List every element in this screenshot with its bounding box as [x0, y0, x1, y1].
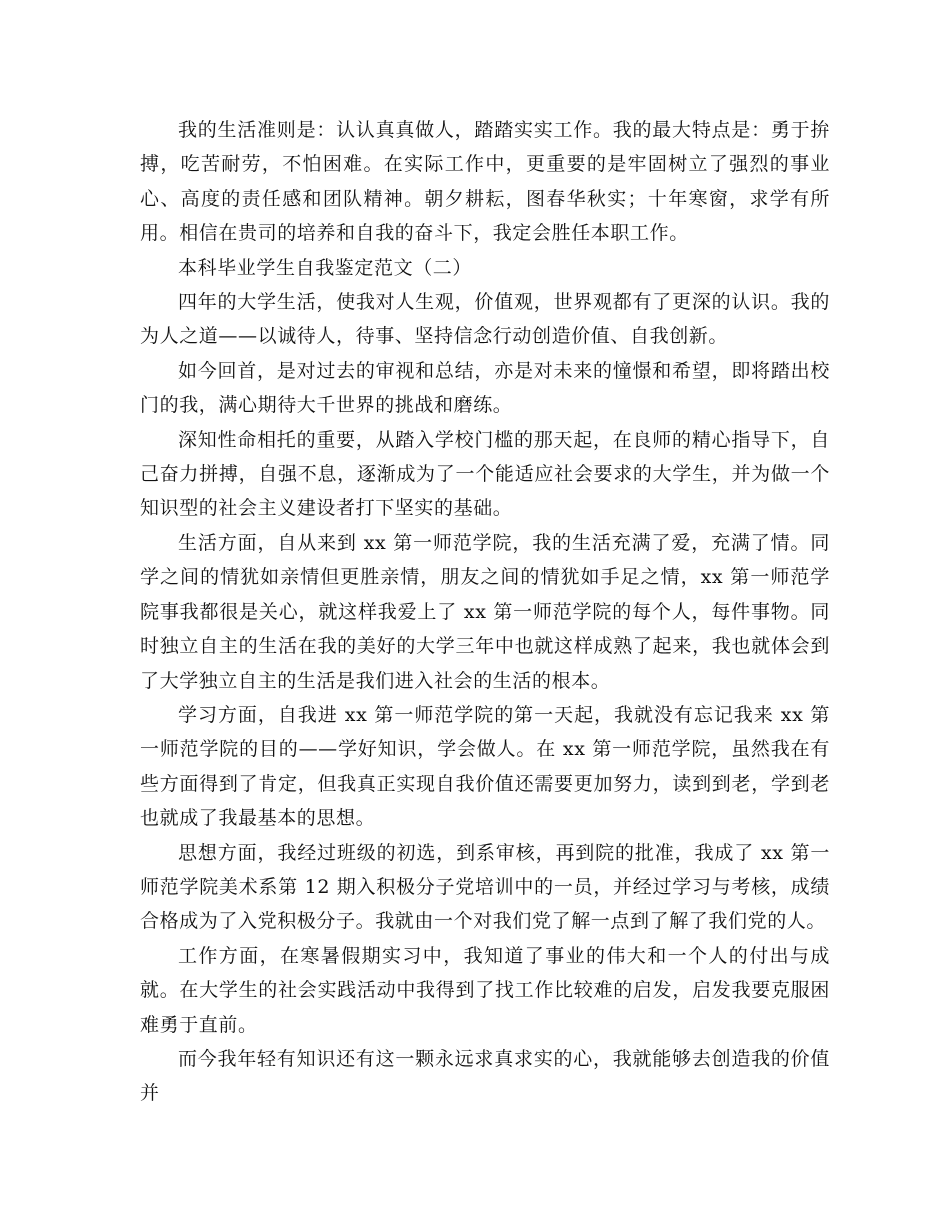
paragraph-closing: 而今我年轻有知识还有这一颗永远求真求实的心，我就能够去创造我的价值并 — [140, 1047, 830, 1105]
document-body — [140, 113, 830, 1111]
paragraph-life-principles: 我的生活准则是：认认真真做人，踏踏实实工作。我的最大特点是：勇于拚搏，吃苦耐劳，不怕困难。在实际工作中，更重要的是牢固树立了强烈的事业心、高度的责任感和团队精神。朝夕耕耘，图春华秋实；十年寒窗，求学有所用。相信在贵司的培养和自我的奋斗下，我定会胜任本职工作。 — [140, 119, 830, 245]
paragraph-study-aspect: 学习方面，自我进 xx 第一师范学院的第一天起，我就没有忘记我来 xx 第一师范学院的目的——学好知识，学会做人。在 xx 第一师范学院，虽然我在有些方面得到了肯定，但我真正实现自我价值还需要更加努力，读到到老，学到老也就成了我最基本的思想。 — [140, 703, 830, 830]
paragraph-looking-back: 如今回首，是对过去的审视和总结，亦是对未来的憧憬和希望，即将踏出校门的我，满心期待大千世界的挑战和磨练。 — [140, 359, 830, 417]
paragraph-hard-work: 深知性命相托的重要，从踏入学校门槛的那天起，在良师的精心指导下，自己奋力拼搏，自强不息，逐渐成为了一个能适应社会要求的大学生，并为做一个知识型的社会主义建设者打下坚实的基础。 — [140, 428, 830, 520]
section-heading: 本科毕业学生自我鉴定范文（二） — [178, 256, 473, 279]
paragraph-work-aspect: 工作方面，在寒暑假期实习中，我知道了事业的伟大和一个人的付出与成就。在大学生的社会实践活动中我得到了找工作比较难的启发，启发我要克服困难勇于直前。 — [140, 944, 830, 1036]
paragraph-life-aspect: 生活方面，自从来到 xx 第一师范学院，我的生活充满了爱，充满了情。同学之间的情犹如亲情但更胜亲情，朋友之间的情犹如手足之情，xx 第一师范学院事我都很是关心，就这样我爱上了 xx 第一师范学院的每个人，每件事物。同时独立自主的生活在我的美好的大学三年中也就这样成熟了起来，我也就体会到了大学独立自主的生活是我们进入社会的生活的根本。 — [140, 531, 830, 692]
paragraph-four-years: 四年的大学生活，使我对人生观，价值观，世界观都有了更深的认识。我的为人之道——以诚待人，待事、坚持信念行动创造价值、自我创新。 — [140, 291, 830, 348]
paragraph-thought-aspect: 思想方面，我经过班级的初选，到系审核，再到院的批准，我成了 xx 第一师范学院美术系第 12 期入积极分子党培训中的一员，并经过学习与考核，成绩合格成为了入党积极分子。我就由一个对我们党了解一点到了解了我们党的人。 — [140, 841, 830, 933]
